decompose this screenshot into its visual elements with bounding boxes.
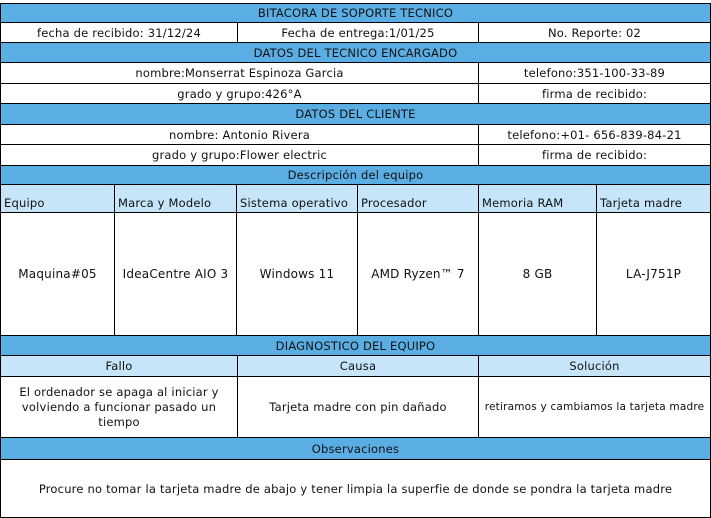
solution-col-header: Solución: [479, 356, 711, 377]
diagnostic-columns-row: [0, 356, 711, 377]
equipment-header-row: [0, 166, 711, 185]
ram-value: 8 GB: [479, 213, 597, 336]
client-grade: grado y grupo:Flower electric: [0, 145, 479, 166]
failure-col-header: Fallo: [0, 356, 238, 377]
motherboard-value: LA-J751P: [597, 213, 711, 336]
equipment-columns-row: [0, 185, 711, 213]
cause-value: Tarjeta madre con pin dañado: [238, 377, 479, 438]
client-header-row: [0, 104, 711, 125]
client-name-row: [0, 125, 711, 145]
delivery-date: Fecha de entrega:1/01/25: [238, 23, 479, 43]
os-col-header: Sistema operativo: [237, 185, 358, 213]
technician-signature: firma de recibido:: [479, 84, 711, 104]
solution-value: retiramos y cambiamos la tarjeta madre: [479, 377, 711, 438]
cause-col-header: Causa: [238, 356, 479, 377]
observations-header-row: [0, 438, 711, 460]
technician-section-title: DATOS DEL TECNICO ENCARGADO: [0, 43, 711, 63]
client-section-title: DATOS DEL CLIENTE: [0, 104, 711, 125]
observations-section-title: Observaciones: [0, 438, 711, 460]
technician-header-row: [0, 43, 711, 63]
technician-grade: grado y grupo:426°A: [0, 84, 479, 104]
technician-name: nombre:Monserrat Espinoza Garcia: [0, 63, 479, 84]
equipment-value: Maquina#05: [0, 213, 115, 336]
title-row: [0, 3, 711, 23]
client-name: nombre: Antonio Rivera: [0, 125, 479, 145]
client-signature: firma de recibido:: [479, 145, 711, 166]
cpu-value: AMD Ryzen™ 7: [358, 213, 479, 336]
cpu-col-header: Procesador: [358, 185, 479, 213]
equipment-col-header: Equipo: [0, 185, 115, 213]
brand-col-header: Marca y Modelo: [115, 185, 237, 213]
motherboard-col-header: Tarjeta madre: [597, 185, 711, 213]
equipment-section-title: Descripción del equipo: [0, 166, 711, 185]
failure-value: El ordenador se apaga al iniciar y volviendo a funcionar pasado un tiempo: [0, 377, 238, 438]
equipment-values-row: [0, 213, 711, 336]
client-grade-row: [0, 145, 711, 166]
dates-row: [0, 23, 711, 43]
report-number: No. Reporte: 02: [479, 23, 711, 43]
received-date: fecha de recibido: 31/12/24: [0, 23, 238, 43]
sheet-title: BITACORA DE SOPORTE TECNICO: [0, 3, 711, 23]
client-phone: telefono:+01- 656-839-84-21: [479, 125, 711, 145]
technician-phone: telefono:351-100-33-89: [479, 63, 711, 84]
technician-name-row: [0, 63, 711, 84]
diagnostic-header-row: [0, 336, 711, 356]
technician-grade-row: [0, 84, 711, 104]
ram-col-header: Memoria RAM: [479, 185, 597, 213]
diagnostic-section-title: DIAGNOSTICO DEL EQUIPO: [0, 336, 711, 356]
os-value: Windows 11: [237, 213, 358, 336]
observations-text: Procure no tomar la tarjeta madre de abajo y tener limpia la superfie de donde se pondra la tarjeta madre: [0, 460, 711, 518]
observations-body-row: [0, 460, 711, 518]
diagnostic-values-row: [0, 377, 711, 438]
brand-value: IdeaCentre AIO 3: [115, 213, 237, 336]
